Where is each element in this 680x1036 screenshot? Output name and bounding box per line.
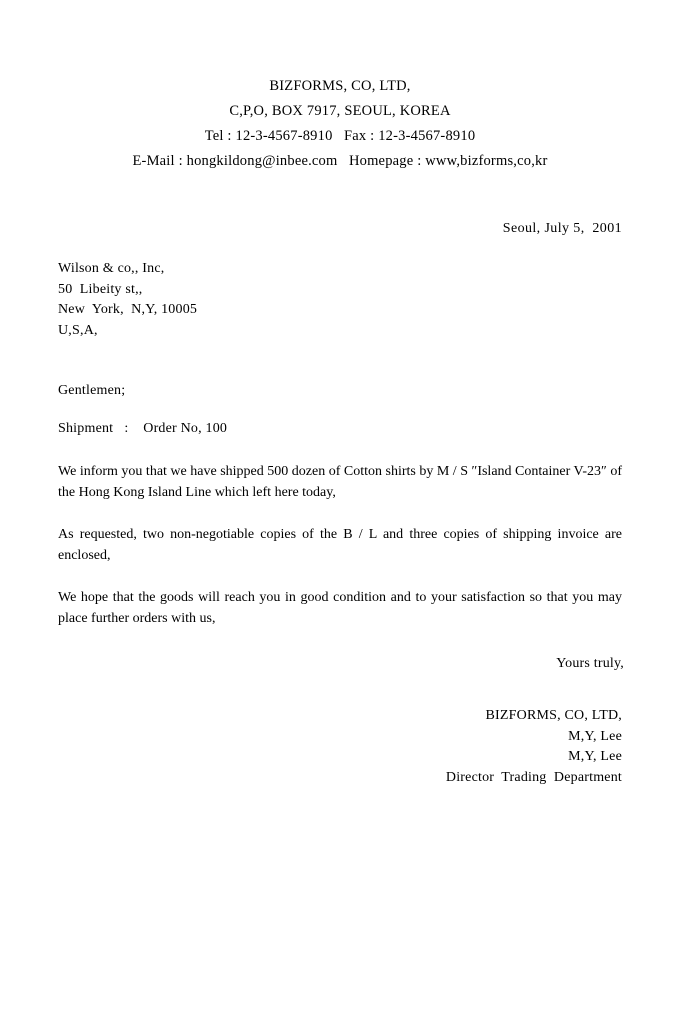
addressee-line-2: 50 Libeity st,, — [58, 281, 143, 297]
body-paragraph-3: We hope that the goods will reach you in good condition and to your satisfaction so that you may place further orders with us, — [58, 590, 622, 626]
signature-block — [0, 706, 680, 788]
signature-name-printed: M,Y, Lee — [568, 749, 622, 764]
addressee-line-4: U,S,A, — [58, 322, 98, 338]
closing-line: Yours truly, — [556, 656, 624, 671]
letterhead-contact: E-Mail : hongkildong@inbee.com Homepage : www,bizforms,co,kr — [132, 153, 548, 169]
letterhead-phone: Tel : 12-3-4567-8910 Fax : 12-3-4567-8910 — [204, 128, 476, 144]
body-paragraph-1: We inform you that we have shipped 500 dozen of Cotton shirts by M / S ″Island Container V-23″ of the Hong Kong Island Line which left here today, — [58, 464, 622, 500]
addressee-block — [58, 259, 680, 341]
body-paragraph-2: As requested, two non-negotiable copies of the B / L and three copies of shipping invoice are enclosed, — [58, 527, 622, 563]
subject-line: Shipment : Order No, 100 — [58, 421, 228, 436]
addressee-line-1: Wilson & co,, Inc, — [58, 261, 165, 276]
signature-name: M,Y, Lee — [568, 728, 622, 744]
signature-title: Director Trading Department — [445, 769, 622, 785]
letterhead-company: BIZFORMS, CO, LTD, — [269, 78, 411, 94]
salutation: Gentlemen; — [58, 383, 126, 398]
signature-company: BIZFORMS, CO, LTD, — [485, 708, 622, 723]
letter-page — [0, 74, 680, 1036]
addressee-line-3: New York, N,Y, 10005 — [58, 302, 198, 317]
letterhead-address: C,P,O, BOX 7917, SEOUL, KOREA — [229, 103, 451, 119]
letter-date: Seoul, July 5, 2001 — [502, 221, 622, 236]
letterhead — [0, 74, 680, 174]
